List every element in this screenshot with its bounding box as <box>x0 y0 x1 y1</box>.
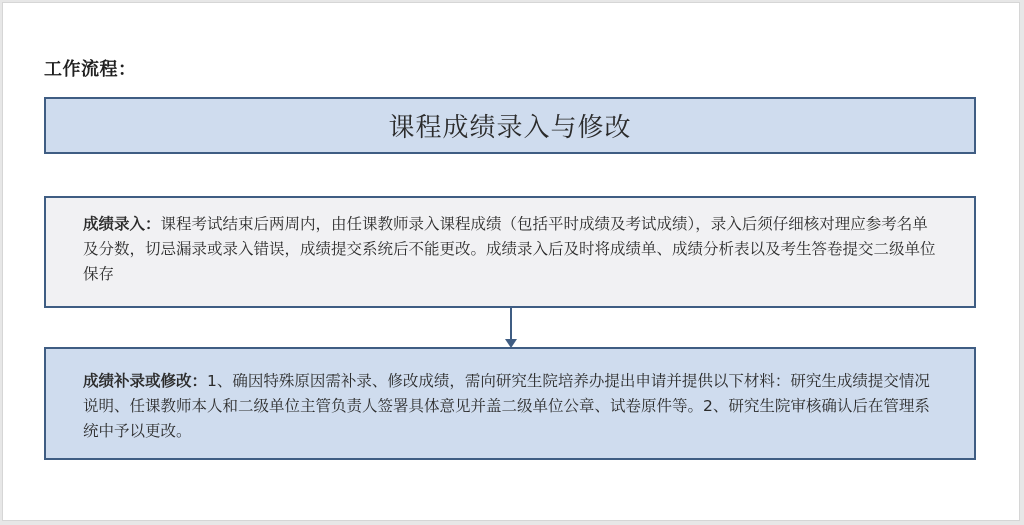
step-score-amend-label: 成绩补录或修改： <box>83 372 208 390</box>
step-score-amend-text: 1、确因特殊原因需补录、修改成绩，需向研究生院培养办提出申请并提供以下材料：研究生成绩提交情况说明、任课教师本人和二级单位主管负责人签署具体意见并盖二级单位公章、试卷原件等。2、研究生院审核确认后在管理系统中予以更改。 <box>83 372 930 440</box>
process-title: 课程成绩录入与修改 <box>388 113 632 143</box>
step-score-entry-text: 课程考试结束后两周内，由任课教师录入课程成绩（包括平时成绩及考试成绩），录入后须仔细核对理应参考名单及分数，切忌漏录或录入错误，成绩提交系统后不能更改。成绩录入后及时将成绩单、成绩分析表以及考生答卷提交二级单位保存 <box>83 215 936 283</box>
section-heading: 工作流程： <box>44 59 137 80</box>
step-score-entry-label: 成绩录入： <box>83 215 161 233</box>
step-score-amend-box <box>44 347 976 460</box>
